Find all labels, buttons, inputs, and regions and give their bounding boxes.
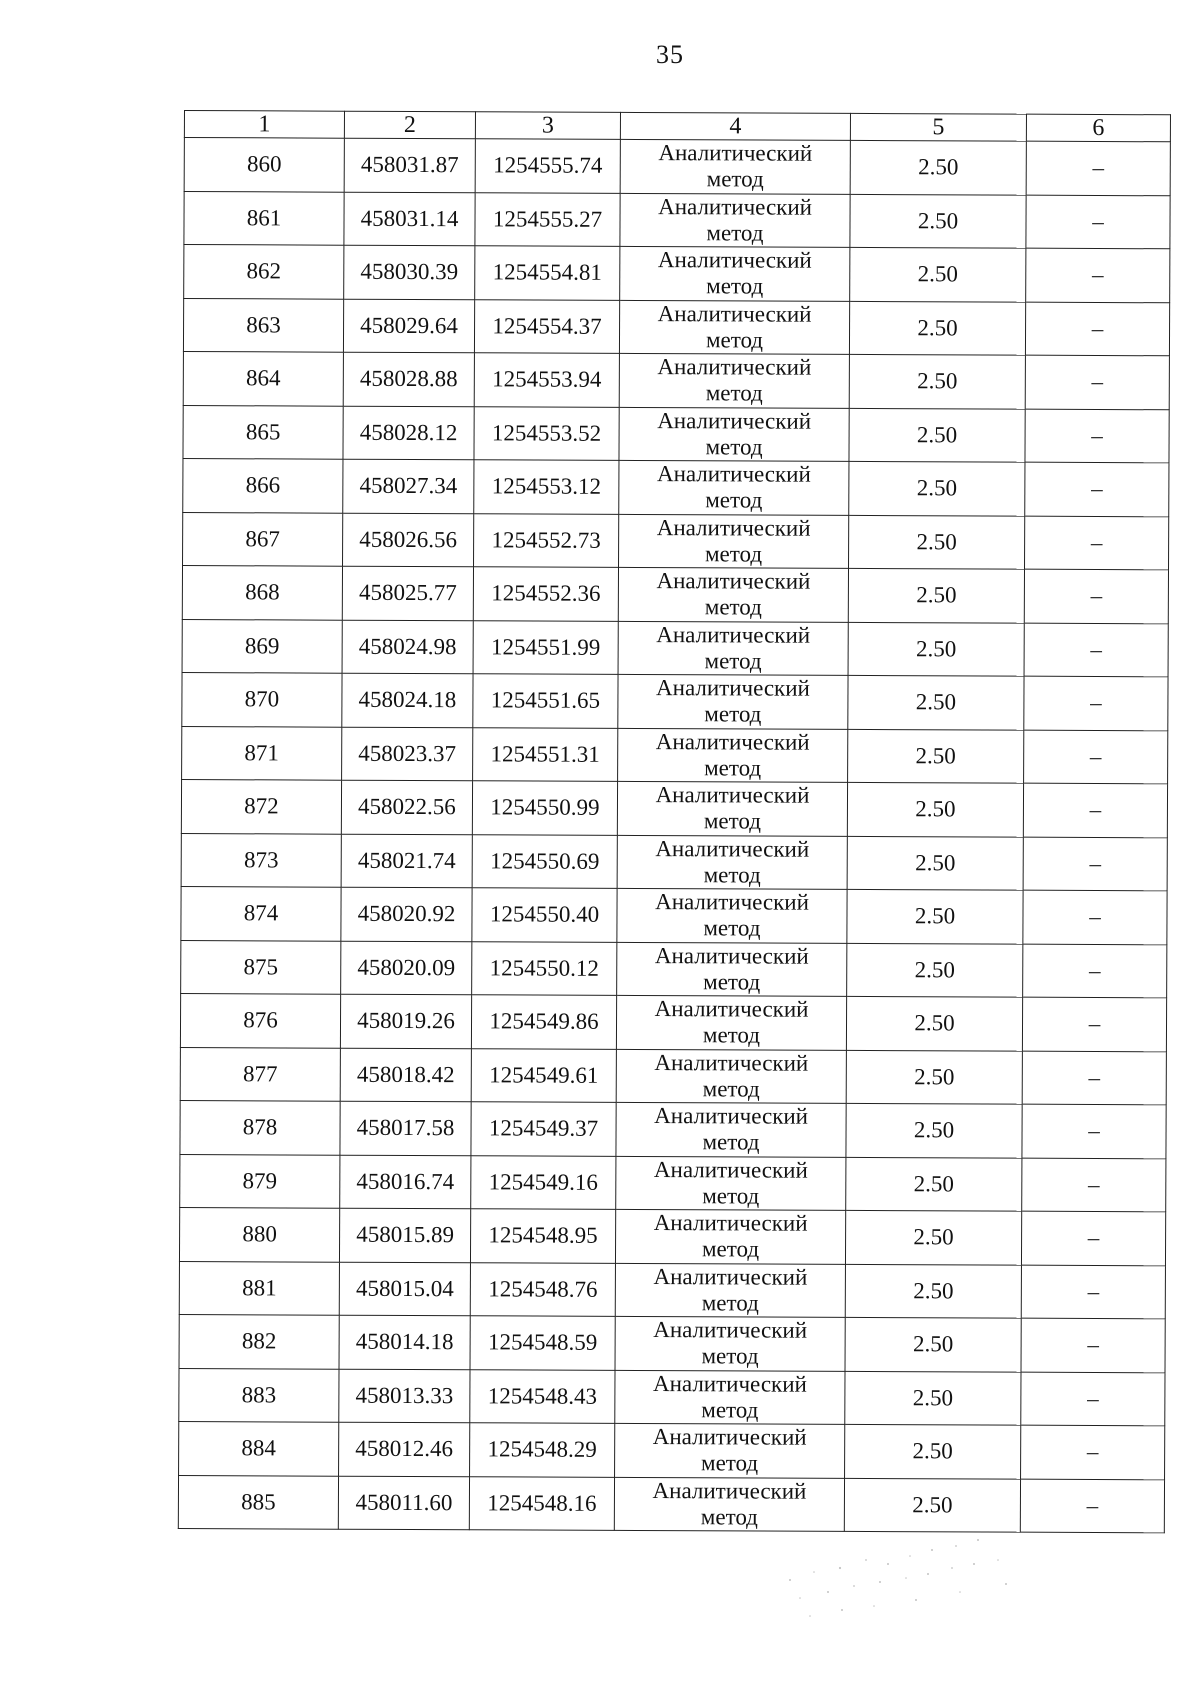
method-line-2: метод xyxy=(704,594,762,620)
method-line-1: Аналитический xyxy=(654,942,809,969)
method-cell xyxy=(618,567,848,622)
method-cell xyxy=(618,621,848,676)
method-line-2: метод xyxy=(702,1076,760,1102)
page-number: 35 xyxy=(656,40,684,69)
note-cell: – xyxy=(1024,676,1168,730)
point-number-cell: 865 xyxy=(183,405,343,459)
note-cell: – xyxy=(1023,837,1167,891)
coordinate-x-cell: 458026.56 xyxy=(343,513,474,567)
method-cell xyxy=(615,1316,845,1371)
point-number-cell: 870 xyxy=(182,672,342,726)
accuracy-cell: 2.50 xyxy=(845,1317,1021,1371)
accuracy-cell: 2.50 xyxy=(850,140,1026,194)
point-number-cell: 884 xyxy=(179,1421,339,1475)
coordinate-y-cell: 1254548.59 xyxy=(470,1316,615,1370)
accuracy-cell: 2.50 xyxy=(847,782,1023,836)
method-line-2: метод xyxy=(703,969,761,995)
method-line-1: Аналитический xyxy=(654,1103,809,1129)
point-number-cell: 878 xyxy=(180,1100,340,1154)
coordinate-x-cell: 458027.34 xyxy=(343,459,474,513)
method-cell xyxy=(617,781,847,836)
coordinate-y-cell: 1254551.99 xyxy=(473,620,618,674)
point-number-cell: 885 xyxy=(178,1475,338,1529)
accuracy-cell: 2.50 xyxy=(848,568,1024,622)
method-line-1: Аналитический xyxy=(657,354,812,380)
point-number-cell: 862 xyxy=(184,245,344,299)
accuracy-cell: 2.50 xyxy=(848,622,1024,676)
method-line-1: Аналитический xyxy=(653,1210,808,1236)
method-cell xyxy=(617,888,847,943)
coordinate-x-cell: 458030.39 xyxy=(344,245,475,299)
header-col-6: 6 xyxy=(1026,114,1170,142)
method-cell xyxy=(618,674,848,729)
table-row xyxy=(182,619,1168,677)
point-number-cell: 882 xyxy=(179,1314,339,1368)
method-cell xyxy=(616,1156,846,1211)
accuracy-cell: 2.50 xyxy=(849,301,1025,355)
accuracy-cell: 2.50 xyxy=(846,996,1022,1050)
method-line-2: метод xyxy=(701,1450,759,1476)
method-cell xyxy=(619,407,849,462)
method-line-2: метод xyxy=(701,1343,759,1369)
method-line-2: метод xyxy=(705,434,763,460)
table-row xyxy=(184,138,1170,196)
method-line-2: метод xyxy=(703,862,761,888)
method-line-2: метод xyxy=(704,541,763,567)
table-row xyxy=(180,1047,1166,1105)
method-line-2: метод xyxy=(704,648,762,674)
method-line-2: метод xyxy=(705,487,763,513)
coordinate-x-cell: 458021.74 xyxy=(341,834,472,888)
method-line-1: Аналитический xyxy=(658,140,813,166)
header-col-4: 4 xyxy=(620,112,850,140)
coordinate-x-cell: 458024.18 xyxy=(342,673,473,727)
coordinate-x-cell: 458015.04 xyxy=(339,1262,470,1316)
point-number-cell: 871 xyxy=(182,726,342,780)
note-cell: – xyxy=(1026,141,1170,195)
accuracy-cell: 2.50 xyxy=(849,515,1025,569)
accuracy-cell: 2.50 xyxy=(848,675,1024,729)
coordinate-y-cell: 1254555.27 xyxy=(475,192,620,246)
note-cell: – xyxy=(1026,248,1170,302)
coordinate-y-cell: 1254554.37 xyxy=(474,299,619,353)
point-number-cell: 863 xyxy=(183,298,343,352)
method-line-2: метод xyxy=(704,755,762,781)
method-line-1: Аналитический xyxy=(656,514,811,541)
header-col-1: 1 xyxy=(184,111,344,139)
accuracy-cell: 2.50 xyxy=(845,1371,1021,1425)
accuracy-cell: 2.50 xyxy=(850,247,1026,301)
coordinate-y-cell: 1254553.52 xyxy=(474,406,619,460)
coordinate-x-cell: 458031.87 xyxy=(344,138,475,192)
method-line-1: Аналитический xyxy=(657,407,812,434)
note-cell: – xyxy=(1024,730,1168,784)
method-cell xyxy=(616,995,846,1050)
coordinate-x-cell: 458020.92 xyxy=(341,887,472,941)
coordinate-y-cell: 1254552.36 xyxy=(473,567,618,621)
note-cell: – xyxy=(1023,944,1167,998)
coordinate-y-cell: 1254548.76 xyxy=(470,1262,615,1316)
coordinate-y-cell: 1254549.61 xyxy=(471,1048,616,1102)
method-line-2: метод xyxy=(706,166,764,192)
coordinate-y-cell: 1254554.81 xyxy=(475,246,620,300)
header-col-3: 3 xyxy=(475,112,620,140)
method-cell xyxy=(620,139,850,194)
method-line-2: метод xyxy=(706,220,764,246)
table-row xyxy=(181,833,1167,891)
accuracy-cell: 2.50 xyxy=(845,1264,1021,1318)
table-row xyxy=(179,1368,1165,1426)
coordinate-y-cell: 1254549.16 xyxy=(471,1155,616,1209)
method-line-2: метод xyxy=(705,327,764,353)
point-number-cell: 880 xyxy=(179,1207,339,1261)
coordinate-x-cell: 458018.42 xyxy=(340,1048,471,1102)
table-row xyxy=(181,940,1167,998)
method-line-1: Аналитический xyxy=(655,889,810,915)
coordinate-y-cell: 1254552.73 xyxy=(474,513,619,567)
method-line-2: метод xyxy=(702,1022,761,1048)
coordinate-x-cell: 458028.88 xyxy=(343,352,474,406)
note-cell: – xyxy=(1025,302,1169,356)
coordinate-y-cell: 1254551.31 xyxy=(473,727,618,781)
method-line-1: Аналитический xyxy=(654,1049,809,1076)
point-number-cell: 867 xyxy=(183,512,343,566)
accuracy-cell: 2.50 xyxy=(845,1210,1021,1264)
accuracy-cell: 2.50 xyxy=(847,836,1023,890)
coordinate-y-cell: 1254549.37 xyxy=(471,1102,616,1156)
table-row xyxy=(182,565,1168,623)
note-cell: – xyxy=(1025,462,1169,516)
point-number-cell: 874 xyxy=(181,886,341,940)
table-row xyxy=(181,779,1167,837)
table-row xyxy=(182,726,1168,784)
coordinate-x-cell: 458012.46 xyxy=(339,1422,470,1476)
table-row xyxy=(179,1261,1165,1319)
table-row xyxy=(179,1314,1165,1372)
method-cell xyxy=(615,1370,845,1425)
accuracy-cell: 2.50 xyxy=(844,1478,1020,1532)
method-line-1: Аналитический xyxy=(652,1370,807,1397)
accuracy-cell: 2.50 xyxy=(849,408,1025,462)
method-cell xyxy=(619,460,849,515)
method-line-2: метод xyxy=(700,1504,758,1530)
coordinate-x-cell: 458028.12 xyxy=(343,406,474,460)
method-cell xyxy=(618,728,848,783)
note-cell: – xyxy=(1021,1372,1165,1426)
accuracy-cell: 2.50 xyxy=(846,1157,1022,1211)
header-row xyxy=(184,111,1170,142)
table-row xyxy=(184,245,1170,303)
table-row xyxy=(183,405,1169,463)
note-cell: – xyxy=(1021,1265,1165,1319)
table-row xyxy=(180,1100,1166,1158)
table-row xyxy=(183,512,1169,570)
method-line-1: Аналитический xyxy=(655,728,810,755)
table-row xyxy=(183,298,1169,356)
method-cell xyxy=(615,1209,845,1264)
method-line-2: метод xyxy=(701,1290,759,1316)
note-cell: – xyxy=(1021,1318,1165,1372)
coordinate-x-cell: 458029.64 xyxy=(343,299,474,353)
method-cell xyxy=(617,835,847,890)
coordinate-x-cell: 458024.98 xyxy=(342,620,473,674)
method-line-1: Аналитический xyxy=(656,675,810,701)
note-cell: – xyxy=(1022,1104,1166,1158)
point-number-cell: 879 xyxy=(180,1154,340,1208)
note-cell: – xyxy=(1020,1479,1164,1533)
note-cell: – xyxy=(1022,997,1166,1051)
header-col-2: 2 xyxy=(344,111,475,139)
method-cell xyxy=(615,1423,845,1478)
coordinate-x-cell: 458023.37 xyxy=(342,727,473,781)
point-number-cell: 873 xyxy=(181,833,341,887)
coordinate-y-cell: 1254548.43 xyxy=(470,1369,615,1423)
method-line-2: метод xyxy=(706,273,764,299)
coordinate-y-cell: 1254548.29 xyxy=(470,1423,615,1477)
method-line-1: Аналитический xyxy=(655,835,810,862)
point-number-cell: 876 xyxy=(180,993,340,1047)
table-body xyxy=(178,138,1170,1533)
accuracy-cell: 2.50 xyxy=(847,889,1023,943)
method-line-2: метод xyxy=(702,1183,760,1209)
coordinate-x-cell: 458013.33 xyxy=(339,1369,470,1423)
accuracy-cell: 2.50 xyxy=(849,461,1025,515)
method-cell xyxy=(619,353,849,408)
method-line-1: Аналитический xyxy=(653,1317,808,1343)
note-cell: – xyxy=(1025,355,1169,409)
table-row xyxy=(184,191,1170,249)
method-line-2: метод xyxy=(703,915,761,941)
point-number-cell: 883 xyxy=(179,1368,339,1422)
coordinate-y-cell: 1254548.16 xyxy=(469,1476,614,1530)
accuracy-cell: 2.50 xyxy=(850,194,1026,248)
method-cell xyxy=(617,942,847,997)
note-cell: – xyxy=(1023,890,1167,944)
method-line-2: метод xyxy=(701,1397,759,1423)
coordinate-x-cell: 458014.18 xyxy=(339,1315,470,1369)
coordinate-x-cell: 458031.14 xyxy=(344,192,475,246)
point-number-cell: 869 xyxy=(182,619,342,673)
method-cell xyxy=(619,300,849,355)
note-cell: – xyxy=(1023,783,1167,837)
accuracy-cell: 2.50 xyxy=(849,354,1025,408)
point-number-cell: 872 xyxy=(181,779,341,833)
method-line-1: Аналитический xyxy=(654,996,809,1022)
method-line-1: Аналитический xyxy=(652,1424,807,1450)
table-row xyxy=(179,1207,1165,1265)
note-cell: – xyxy=(1021,1211,1165,1265)
accuracy-cell: 2.50 xyxy=(846,1103,1022,1157)
method-line-1: Аналитический xyxy=(658,193,813,220)
coordinate-y-cell: 1254548.95 xyxy=(470,1209,615,1263)
coordinate-x-cell: 458019.26 xyxy=(340,994,471,1048)
method-line-2: метод xyxy=(701,1236,760,1262)
method-line-2: метод xyxy=(702,1129,760,1155)
coordinate-x-cell: 458025.77 xyxy=(342,566,473,620)
coordinate-y-cell: 1254555.74 xyxy=(475,139,620,193)
table-header xyxy=(184,111,1170,142)
note-cell: – xyxy=(1024,623,1168,677)
table-row xyxy=(182,672,1168,730)
method-line-1: Аналитический xyxy=(656,621,811,648)
point-number-cell: 881 xyxy=(179,1261,339,1315)
coordinate-x-cell: 458017.58 xyxy=(340,1101,471,1155)
method-cell xyxy=(620,193,850,248)
method-line-1: Аналитический xyxy=(655,782,810,808)
coordinate-y-cell: 1254551.65 xyxy=(473,674,618,728)
accuracy-cell: 2.50 xyxy=(846,1050,1022,1104)
method-line-2: метод xyxy=(704,701,762,727)
point-number-cell: 866 xyxy=(183,458,343,512)
coordinate-x-cell: 458015.89 xyxy=(339,1208,470,1262)
coordinate-y-cell: 1254550.99 xyxy=(472,781,617,835)
method-line-1: Аналитический xyxy=(652,1477,807,1504)
table-row xyxy=(179,1421,1165,1479)
coordinate-x-cell: 458020.09 xyxy=(341,941,472,995)
point-number-cell: 877 xyxy=(180,1047,340,1101)
method-line-1: Аналитический xyxy=(656,568,811,594)
point-number-cell: 868 xyxy=(182,565,342,619)
point-number-cell: 875 xyxy=(181,940,341,994)
coordinate-y-cell: 1254553.12 xyxy=(474,460,619,514)
method-cell xyxy=(620,246,850,301)
method-cell xyxy=(616,1102,846,1157)
point-number-cell: 861 xyxy=(184,191,344,245)
coordinate-y-cell: 1254553.94 xyxy=(474,353,619,407)
note-cell: – xyxy=(1026,195,1170,249)
note-cell: – xyxy=(1022,1158,1166,1212)
note-cell: – xyxy=(1024,569,1168,623)
note-cell: – xyxy=(1025,516,1169,570)
table-row xyxy=(180,993,1166,1051)
method-line-1: Аналитический xyxy=(657,247,812,273)
method-cell xyxy=(616,1049,846,1104)
note-cell: – xyxy=(1021,1425,1165,1479)
accuracy-cell: 2.50 xyxy=(847,943,1023,997)
method-line-1: Аналитический xyxy=(656,461,811,487)
coordinate-y-cell: 1254550.69 xyxy=(472,834,617,888)
table-row xyxy=(180,1154,1166,1212)
coordinates-table xyxy=(178,110,1171,1533)
table-row xyxy=(181,886,1167,944)
method-cell xyxy=(619,514,849,569)
point-number-cell: 860 xyxy=(184,138,344,192)
method-line-2: метод xyxy=(705,380,763,406)
method-line-1: Аналитический xyxy=(653,1263,808,1290)
table-row xyxy=(183,351,1169,409)
method-line-2: метод xyxy=(703,808,761,834)
coordinate-x-cell: 458016.74 xyxy=(340,1155,471,1209)
coordinate-x-cell: 458011.60 xyxy=(338,1476,469,1530)
faded-stamp-residue xyxy=(770,1520,1030,1630)
coordinate-x-cell: 458022.56 xyxy=(341,780,472,834)
method-line-1: Аналитический xyxy=(653,1156,808,1183)
accuracy-cell: 2.50 xyxy=(848,729,1024,783)
header-col-5: 5 xyxy=(850,113,1026,141)
coordinate-y-cell: 1254549.86 xyxy=(471,995,616,1049)
coordinate-y-cell: 1254550.40 xyxy=(472,888,617,942)
note-cell: – xyxy=(1022,1051,1166,1105)
table-row xyxy=(183,458,1169,516)
accuracy-cell: 2.50 xyxy=(845,1424,1021,1478)
note-cell: – xyxy=(1025,409,1169,463)
point-number-cell: 864 xyxy=(183,351,343,405)
method-cell xyxy=(615,1263,845,1318)
method-line-1: Аналитический xyxy=(657,300,812,327)
coordinate-y-cell: 1254550.12 xyxy=(472,941,617,995)
